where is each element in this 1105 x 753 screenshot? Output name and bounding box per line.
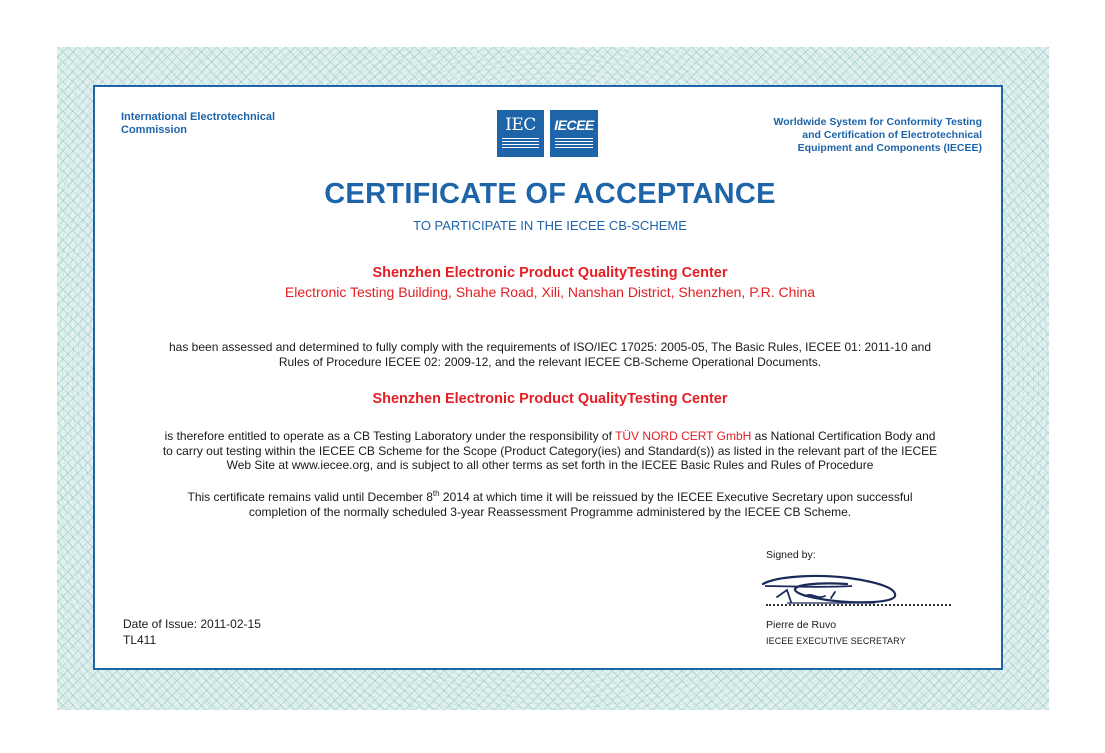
assessment-line: Rules of Procedure IECEE 02: 2009-12, and the relevant IECEE CB-Scheme Operational Documents. [278,354,822,369]
validity-paragraph [120,487,980,519]
validity-sup: th [432,489,440,498]
signature-stroke [763,576,895,602]
iec-logo-lines [502,138,539,150]
iecee-logo-lines [555,138,593,150]
signer-title: IECEE EXECUTIVE SECRETARY [766,636,906,646]
validity-line: completion of the normally scheduled 3-year Reassessment Programme administered by the IECEE CB Scheme. [248,504,852,519]
iecee-org-line: Equipment and Components (IECEE) [797,142,982,154]
iec-org-name: International Electrotechnical Commission [121,111,276,136]
certificate-subtitle: TO PARTICIPATE IN THE IECEE CB-SCHEME [413,218,687,233]
issue-block [123,616,261,648]
certificate-code: TL411 [123,633,157,647]
validity-suffix: 2014 at which time it will be reissued by the IECEE Executive Secretary upon successful [439,490,913,504]
signer-name: Pierre de Ruvo [766,619,837,631]
lab-name: Shenzhen Electronic Product QualityTesting Center [372,265,728,281]
entitlement-prefix: is therefore entitled to operate as a CB Testing Laboratory under the responsibility of [164,429,612,443]
lab-name-repeat: Shenzhen Electronic Product QualityTesting Center [372,391,728,407]
signature-line [766,604,951,606]
entitlement-suffix: as National Certification Body and [754,429,936,443]
ncb-name: TÜV NORD CERT GmbH [615,429,752,443]
iecee-logo [550,110,598,157]
iecee-org-line: Worldwide System for Conformity Testing [773,116,982,128]
entitlement-paragraph [110,429,990,473]
assessment-line: has been assessed and determined to fully comply with the requirements of ISO/IEC 17025: 2005-05, The Basic Rules, IECEE 01: 2011-10 and [169,340,931,354]
validity-line [120,487,980,505]
iec-logo-text: IEC [505,115,536,135]
signed-by-label: Signed by: [766,549,816,561]
lab-address: Electronic Testing Building, Shahe Road, Xili, Nanshan District, Shenzhen, P.R. China [284,284,816,300]
date-of-issue: Date of Issue: 2011-02-15 [123,617,261,631]
iecee-logo-text: IECEE [554,117,594,133]
signature-mark [757,570,917,608]
validity-prefix: This certificate remains valid until December 8 [187,490,433,504]
entitlement-line [110,429,990,444]
signature-stroke [765,586,852,587]
assessment-paragraph [120,340,980,369]
entitlement-line: to carry out testing within the IECEE CB Scheme for the Scope (Product Category(ies) and Standard(s)) as listed in the relevant part of the IECEE [162,443,938,458]
entitlement-line: Web Site at www.iecee.org, and is subject to all other terms as set forth in the IECEE Basic Rules and Rules of Procedure [226,458,874,472]
iec-logo [497,110,544,157]
certificate-title: CERTIFICATE OF ACCEPTANCE [324,178,776,210]
iecee-org-name [740,116,982,155]
iecee-org-line: and Certification of Electrotechnical [802,129,982,141]
